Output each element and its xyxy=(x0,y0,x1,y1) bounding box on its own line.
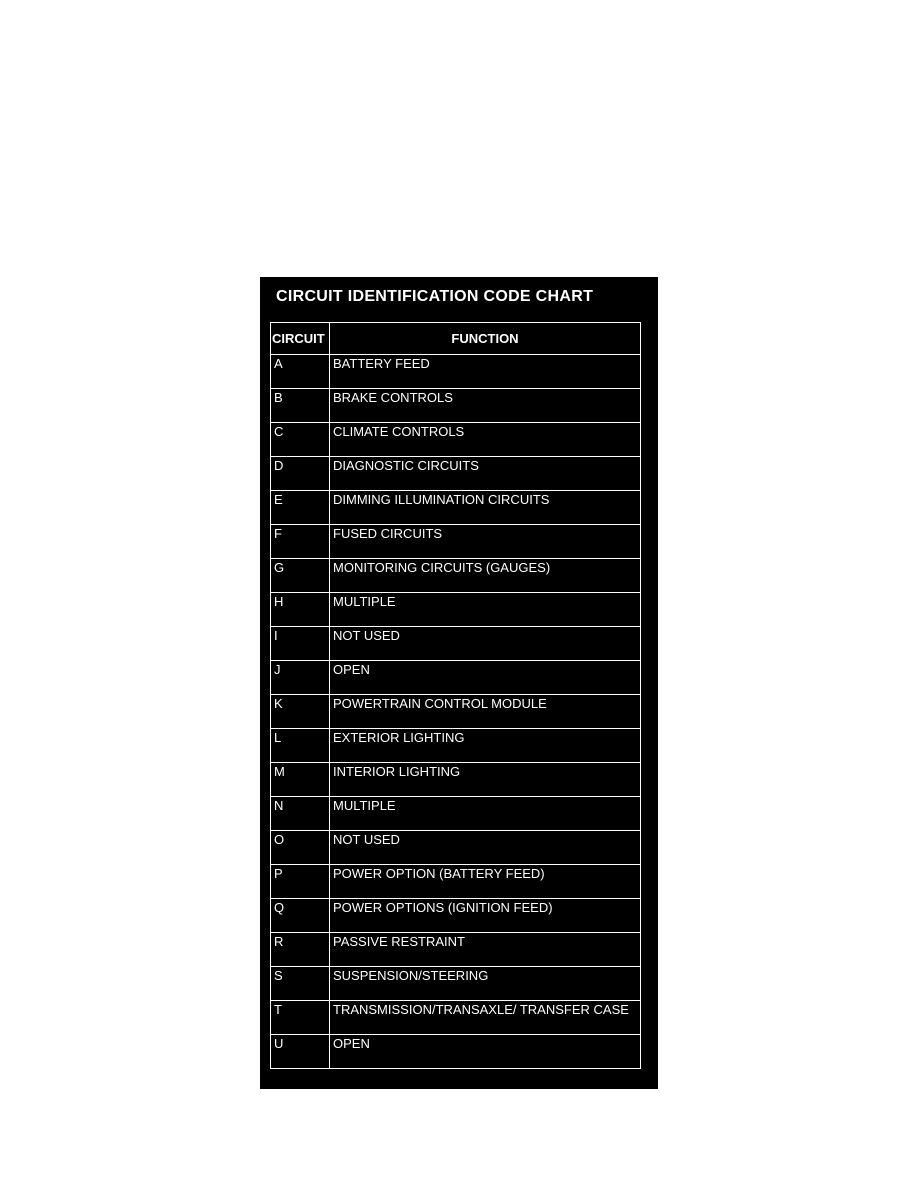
circuit-code-cell: G xyxy=(271,559,330,593)
circuit-code-cell: C xyxy=(271,423,330,457)
circuit-code-cell: B xyxy=(271,389,330,423)
table-row xyxy=(271,899,641,933)
function-cell: INTERIOR LIGHTING xyxy=(330,763,641,797)
circuit-code-cell: I xyxy=(271,627,330,661)
table-row xyxy=(271,661,641,695)
circuit-code-cell: F xyxy=(271,525,330,559)
table-row xyxy=(271,423,641,457)
table-row xyxy=(271,1035,641,1069)
function-cell: DIMMING ILLUMINATION CIRCUITS xyxy=(330,491,641,525)
table-row xyxy=(271,967,641,1001)
function-cell: PASSIVE RESTRAINT xyxy=(330,933,641,967)
table-row xyxy=(271,627,641,661)
function-cell: MULTIPLE xyxy=(330,797,641,831)
table-row xyxy=(271,763,641,797)
function-cell: POWER OPTIONS (IGNITION FEED) xyxy=(330,899,641,933)
circuit-code-cell: E xyxy=(271,491,330,525)
code-chart-panel xyxy=(260,277,658,1089)
function-cell: POWERTRAIN CONTROL MODULE xyxy=(330,695,641,729)
table-row xyxy=(271,525,641,559)
circuit-code-cell: D xyxy=(271,457,330,491)
circuit-code-cell: H xyxy=(271,593,330,627)
function-cell: OPEN xyxy=(330,661,641,695)
function-column-header: FUNCTION xyxy=(330,323,641,355)
table-row xyxy=(271,491,641,525)
table-row xyxy=(271,559,641,593)
function-cell: FUSED CIRCUITS xyxy=(330,525,641,559)
table-row xyxy=(271,1001,641,1035)
table-row xyxy=(271,695,641,729)
function-cell: OPEN xyxy=(330,1035,641,1069)
circuit-code-cell: P xyxy=(271,865,330,899)
function-cell: CLIMATE CONTROLS xyxy=(330,423,641,457)
table-row xyxy=(271,933,641,967)
table-body xyxy=(271,355,641,1069)
circuit-code-cell: T xyxy=(271,1001,330,1035)
function-cell: NOT USED xyxy=(330,831,641,865)
circuit-code-cell: U xyxy=(271,1035,330,1069)
function-cell: MONITORING CIRCUITS (GAUGES) xyxy=(330,559,641,593)
circuit-code-cell: O xyxy=(271,831,330,865)
table-row xyxy=(271,865,641,899)
table-row xyxy=(271,457,641,491)
table-row xyxy=(271,593,641,627)
function-cell: NOT USED xyxy=(330,627,641,661)
function-cell: BATTERY FEED xyxy=(330,355,641,389)
circuit-code-cell: L xyxy=(271,729,330,763)
table-row xyxy=(271,831,641,865)
function-cell: POWER OPTION (BATTERY FEED) xyxy=(330,865,641,899)
table-row xyxy=(271,389,641,423)
chart-title: CIRCUIT IDENTIFICATION CODE CHART xyxy=(276,288,594,305)
code-table xyxy=(270,322,641,1069)
circuit-code-cell: A xyxy=(271,355,330,389)
circuit-code-cell: Q xyxy=(271,899,330,933)
circuit-column-header: CIRCUIT xyxy=(271,323,330,355)
circuit-code-cell: S xyxy=(271,967,330,1001)
function-cell: SUSPENSION/STEERING xyxy=(330,967,641,1001)
table-header-row xyxy=(271,323,641,355)
function-cell: DIAGNOSTIC CIRCUITS xyxy=(330,457,641,491)
function-cell: TRANSMISSION/TRANSAXLE/ TRANSFER CASE xyxy=(330,1001,641,1035)
table-row xyxy=(271,797,641,831)
circuit-code-cell: K xyxy=(271,695,330,729)
function-cell: MULTIPLE xyxy=(330,593,641,627)
table-row xyxy=(271,729,641,763)
function-cell: BRAKE CONTROLS xyxy=(330,389,641,423)
circuit-code-cell: R xyxy=(271,933,330,967)
table-row xyxy=(271,355,641,389)
circuit-code-cell: M xyxy=(271,763,330,797)
function-cell: EXTERIOR LIGHTING xyxy=(330,729,641,763)
circuit-code-cell: J xyxy=(271,661,330,695)
circuit-code-cell: N xyxy=(271,797,330,831)
